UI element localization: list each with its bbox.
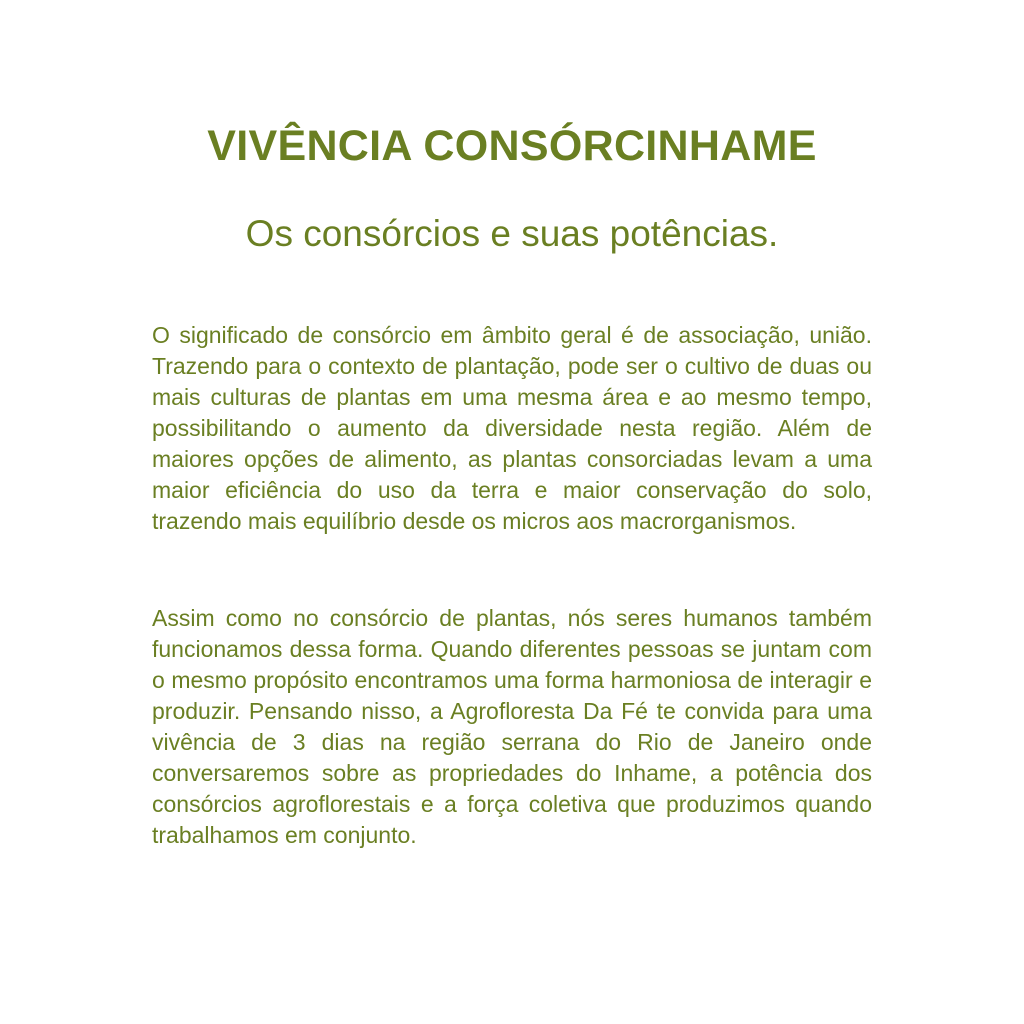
body-paragraph-1: O significado de consórcio em âmbito geral é de associação, união. Trazendo para o contexto de plantação, pode ser o cultivo de duas ou mais culturas de plantas em uma mesma área e ao mesmo tempo, possibilitando o aumento da diversidade nesta região. Além de maiores opções de alimento, as plantas consorciadas levam a uma maior eficiência do uso da terra e maior conservação do solo, trazendo mais equilíbrio desde os micros aos macrorganismos. xyxy=(152,322,872,534)
page-subtitle: Os consórcios e suas potências. xyxy=(245,213,779,254)
body-paragraph-2: Assim como no consórcio de plantas, nós seres humanos também funcionamos dessa forma. Quando diferentes pessoas se juntam com o mesmo propósito encontramos uma forma harmoniosa de interagir e produzir. Pensando nisso, a Agrofloresta Da Fé te convida para uma vivência de 3 dias na região serrana do Rio de Janeiro onde conversaremos sobre as propriedades do Inhame, a potência dos consórcios agroflorestais e a força coletiva que produzimos quando trabalhamos em conjunto. xyxy=(152,605,872,848)
page-title: VIVÊNCIA CONSÓRCINHAME xyxy=(207,122,817,170)
